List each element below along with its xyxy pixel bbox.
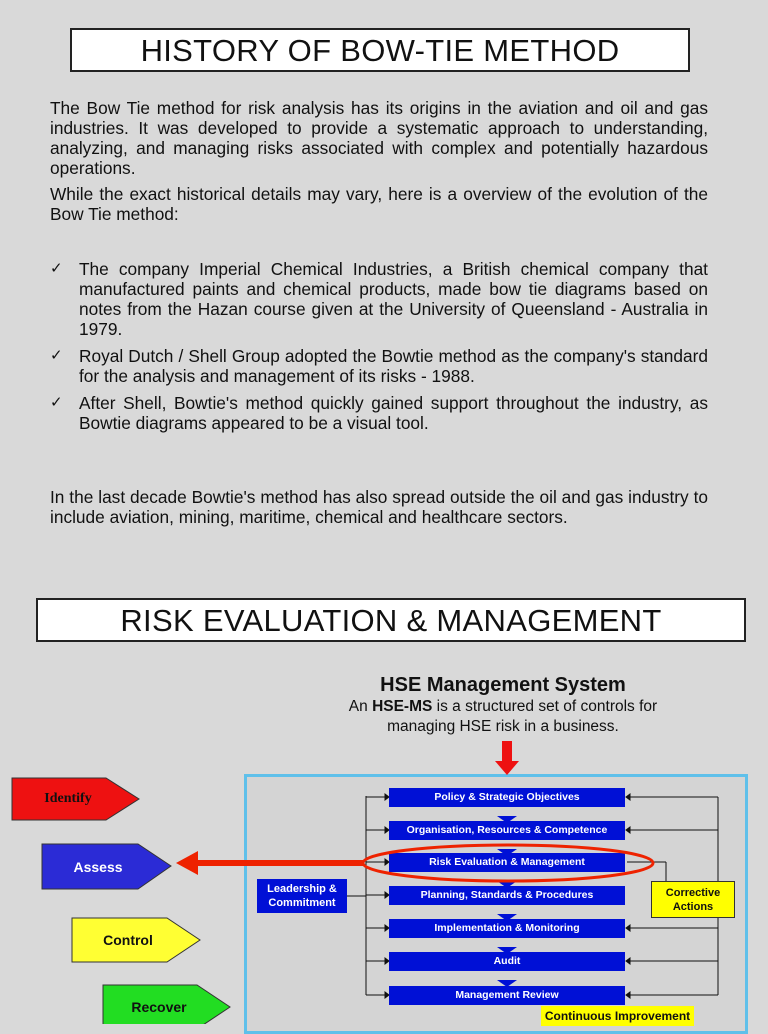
continuous-improvement-label: Continuous Improvement bbox=[541, 1006, 694, 1026]
section-title-risk: RISK EVALUATION & MANAGEMENT bbox=[36, 598, 746, 642]
hse-sub-bold: HSE-MS bbox=[372, 698, 433, 715]
step-implementation: Implementation & Monitoring bbox=[389, 919, 625, 938]
step-planning: Planning, Standards & Procedures bbox=[389, 886, 625, 905]
arrow-label-recover: Recover bbox=[131, 999, 187, 1015]
step-audit: Audit bbox=[389, 952, 625, 971]
hse-title: HSE Management System bbox=[380, 674, 626, 696]
arrow-label-control: Control bbox=[103, 932, 153, 948]
bullet-text: The company Imperial Chemical Industries, a British chemical company that manufactured paints and chemical products, made bow tie diagrams based on notes from the Hazan course given at the University of Queensland - Australia in 1979. bbox=[79, 259, 708, 339]
lead-paragraph: While the exact historical details may vary, here is a overview of the evolution of the Bow Tie method: bbox=[50, 184, 708, 224]
corrective-label: Corrective Actions bbox=[665, 886, 721, 913]
check-icon: ✓ bbox=[50, 260, 63, 277]
step-policy: Policy & Strategic Objectives bbox=[389, 788, 625, 807]
hse-sub-line2: managing HSE risk in a business. bbox=[387, 718, 619, 735]
arrow-label-identify: Identify bbox=[44, 791, 92, 806]
closing-paragraph: In the last decade Bowtie's method has also spread outside the oil and gas industry to include aviation, mining, maritime, chemical and healthcare sectors. bbox=[50, 487, 708, 527]
step-risk-evaluation: Risk Evaluation & Management bbox=[389, 853, 625, 872]
check-icon: ✓ bbox=[50, 347, 63, 364]
check-icon: ✓ bbox=[50, 394, 63, 411]
bullet-text: Royal Dutch / Shell Group adopted the Bowtie method as the company's standard for the analysis and management of its risks - 1988. bbox=[79, 346, 708, 386]
section-title-history: HISTORY OF BOW-TIE METHOD bbox=[70, 28, 690, 72]
leadership-label: Leadership & Commitment bbox=[267, 883, 337, 909]
hse-sub-rest: is a structured set of controls for bbox=[432, 698, 658, 715]
bullet-text: After Shell, Bowtie's method quickly gained support throughout the industry, as Bowtie diagrams appeared to be a visual tool. bbox=[79, 393, 708, 433]
hse-sub-prefix: An bbox=[348, 698, 373, 715]
step-organisation: Organisation, Resources & Competence bbox=[389, 821, 625, 840]
intro-paragraph: The Bow Tie method for risk analysis has its origins in the aviation and oil and gas industries. It was developed to provide a systematic approach to understanding, analyzing, and managing risks associated with complex and potentially hazardous operations. bbox=[50, 98, 708, 178]
arrow-label-assess: Assess bbox=[73, 859, 123, 875]
step-management-review: Management Review bbox=[389, 986, 625, 1005]
highlight-ellipse bbox=[363, 845, 653, 881]
